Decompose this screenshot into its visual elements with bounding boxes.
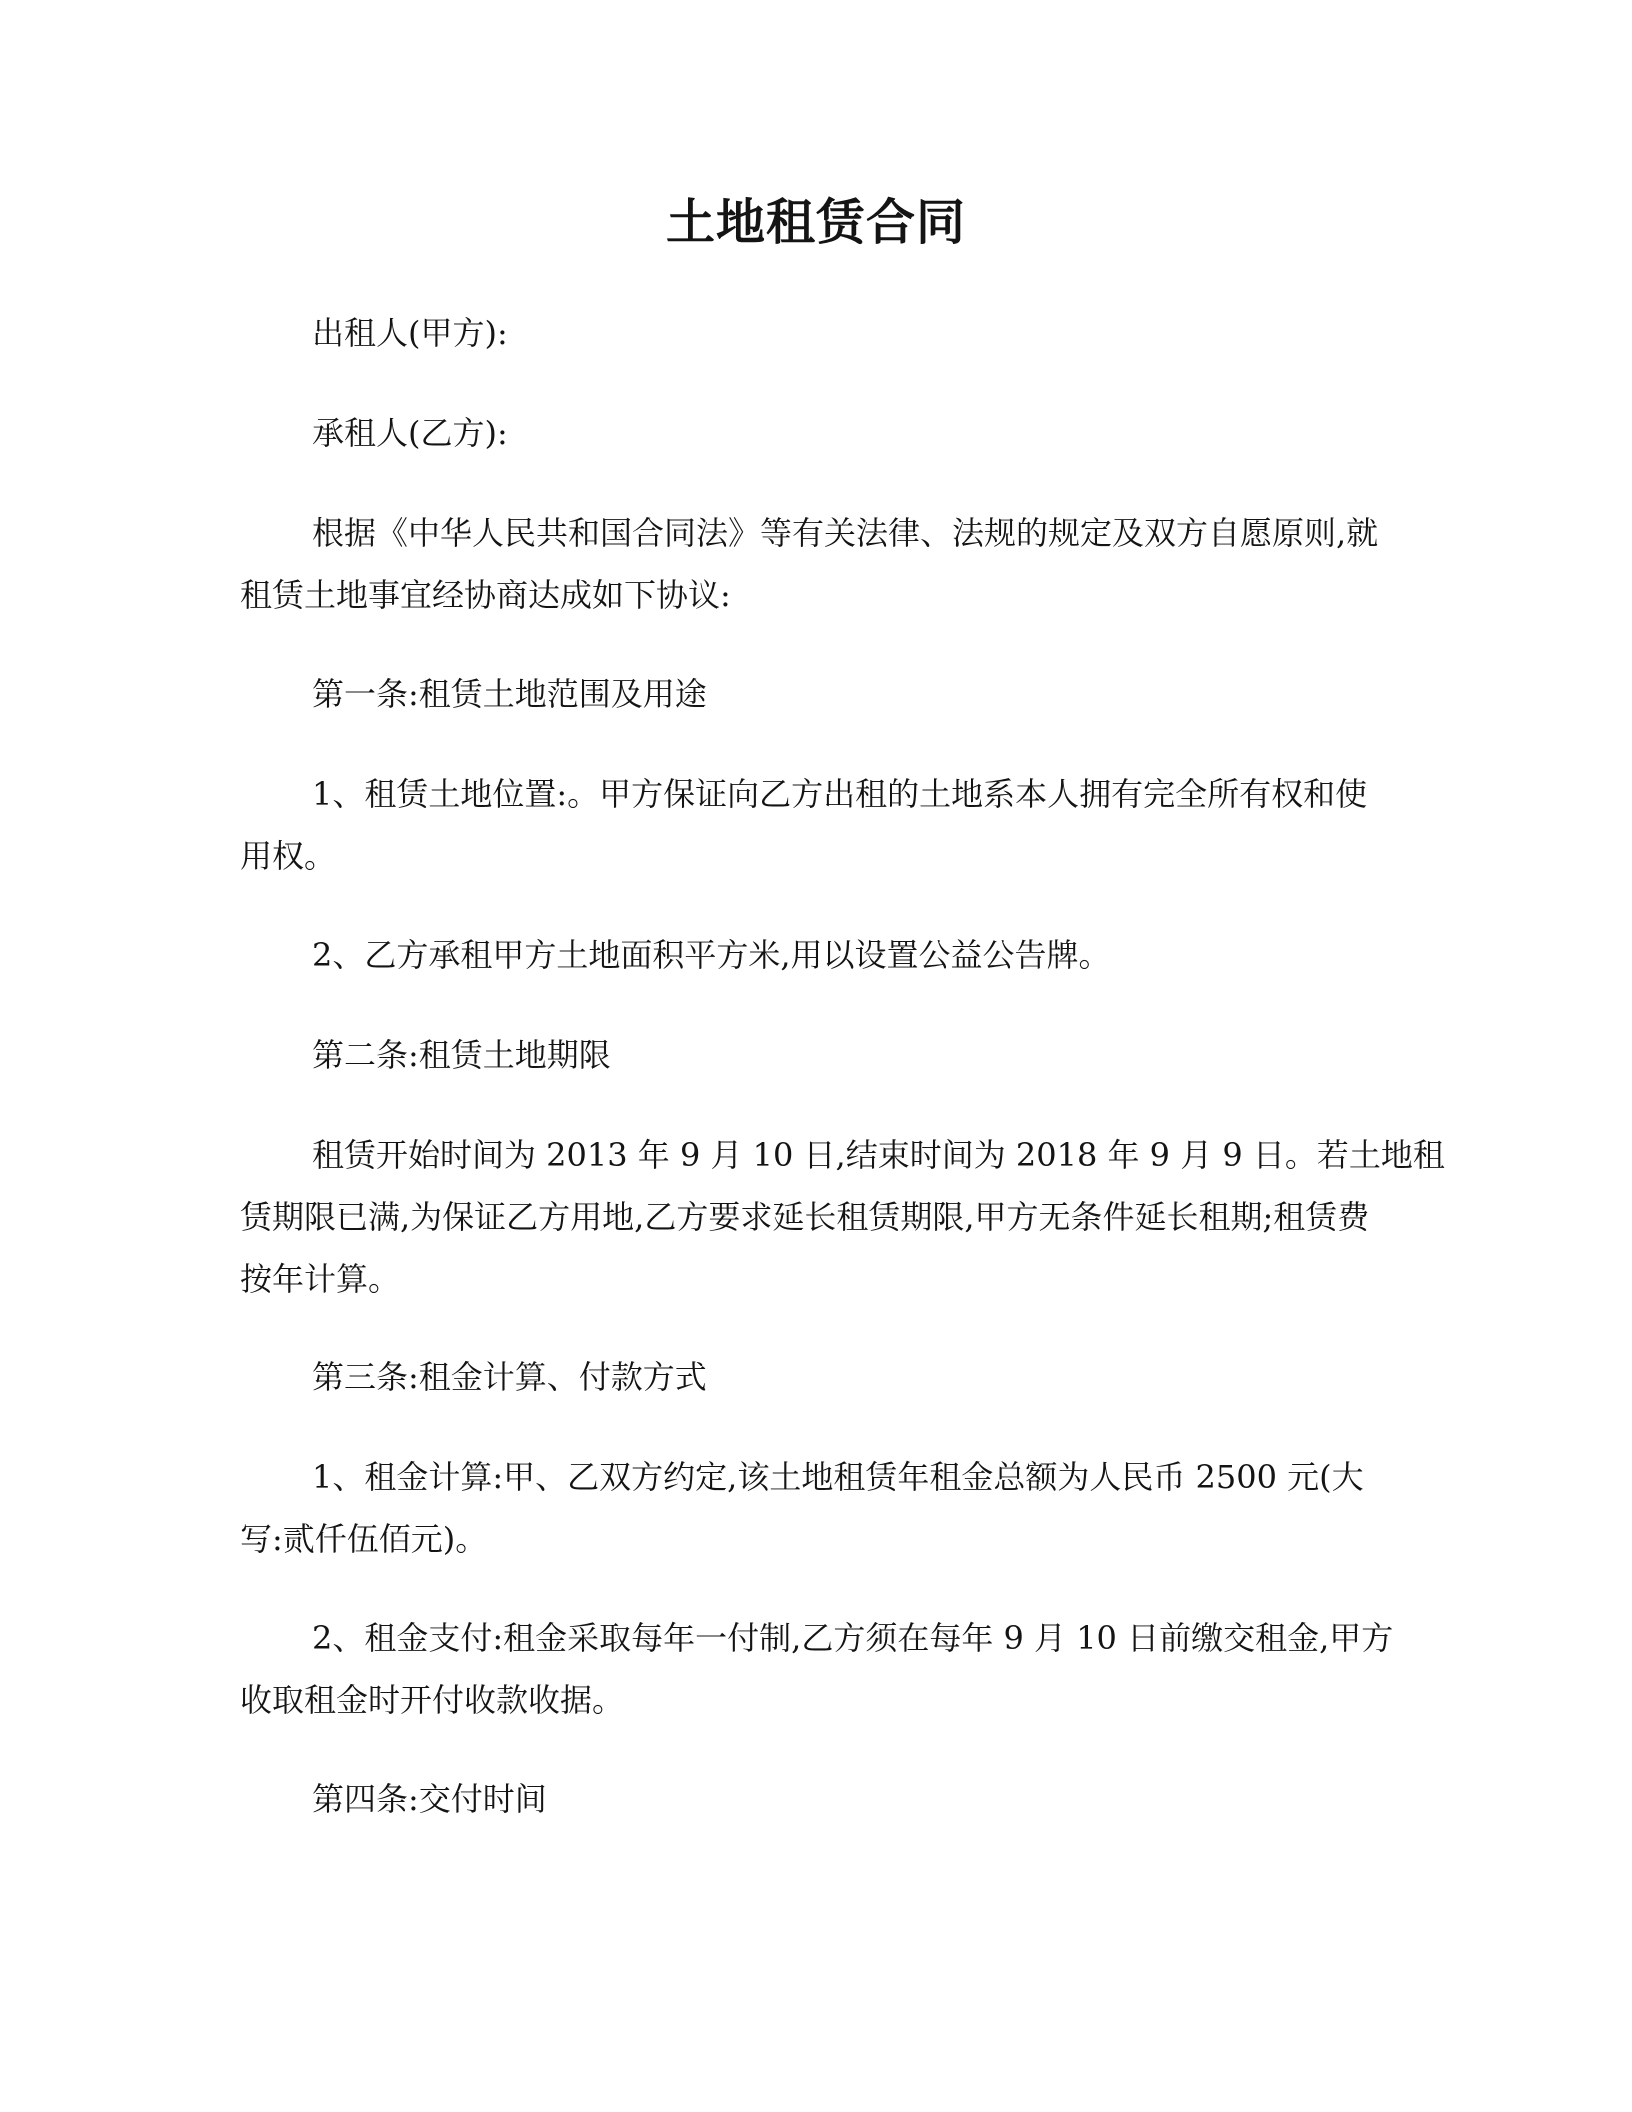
article2-heading bbox=[240, 1024, 1444, 1086]
article2-body bbox=[240, 1124, 1445, 1310]
clause-line: 租赁开始时间为 2013 年 9 月 10 日,结束时间为 2018 年 9 月 9 日。若土地租 bbox=[312, 1136, 1445, 1174]
article-heading: 第一条:租赁土地范围及用途 bbox=[312, 675, 707, 713]
article3-heading bbox=[240, 1346, 1444, 1408]
article3-item2 bbox=[240, 1607, 1394, 1731]
intro-line: 根据《中华人民共和国合同法》等有关法律、法规的规定及双方自愿原则,就 bbox=[312, 514, 1379, 552]
lessee-line bbox=[240, 402, 1444, 464]
lessor-line bbox=[240, 302, 1444, 364]
article1-heading bbox=[240, 663, 1444, 725]
article-heading: 第二条:租赁土地期限 bbox=[312, 1036, 611, 1074]
document-title: 土地租赁合同 bbox=[665, 193, 966, 251]
intro-paragraph bbox=[240, 502, 1379, 626]
article3-item1 bbox=[240, 1446, 1372, 1570]
clause-line: 赁期限已满,为保证乙方用地,乙方要求延长租赁期限,甲方无条件延长租期;租赁费 bbox=[240, 1198, 1370, 1236]
article4-heading bbox=[240, 1768, 1444, 1830]
clause-line: 2、租金支付:租金采取每年一付制,乙方须在每年 9 月 10 日前缴交租金,甲方 bbox=[312, 1619, 1394, 1657]
lessor-label: 出租人(甲方): bbox=[312, 314, 508, 352]
article-heading: 第三条:租金计算、付款方式 bbox=[312, 1358, 707, 1396]
clause-line: 写:贰仟伍佰元)。 bbox=[240, 1520, 488, 1558]
clause-line: 用权。 bbox=[240, 837, 337, 875]
article-heading: 第四条:交付时间 bbox=[312, 1780, 547, 1818]
clause-line: 2、乙方承租甲方土地面积平方米,用以设置公益公告牌。 bbox=[312, 936, 1111, 974]
article1-item2 bbox=[240, 924, 1444, 986]
clause-line: 1、租金计算:甲、乙双方约定,该土地租赁年租金总额为人民币 2500 元(大 bbox=[312, 1458, 1364, 1496]
clause-line: 收取租金时开付收款收据。 bbox=[240, 1681, 625, 1719]
article1-item1 bbox=[240, 763, 1372, 887]
lessee-label: 承租人(乙方): bbox=[312, 414, 508, 452]
intro-line: 租赁土地事宜经协商达成如下协议: bbox=[240, 576, 731, 614]
clause-line: 按年计算。 bbox=[240, 1260, 401, 1298]
clause-line: 1、租赁土地位置:。甲方保证向乙方出租的土地系本人拥有完全所有权和使 bbox=[312, 775, 1368, 813]
